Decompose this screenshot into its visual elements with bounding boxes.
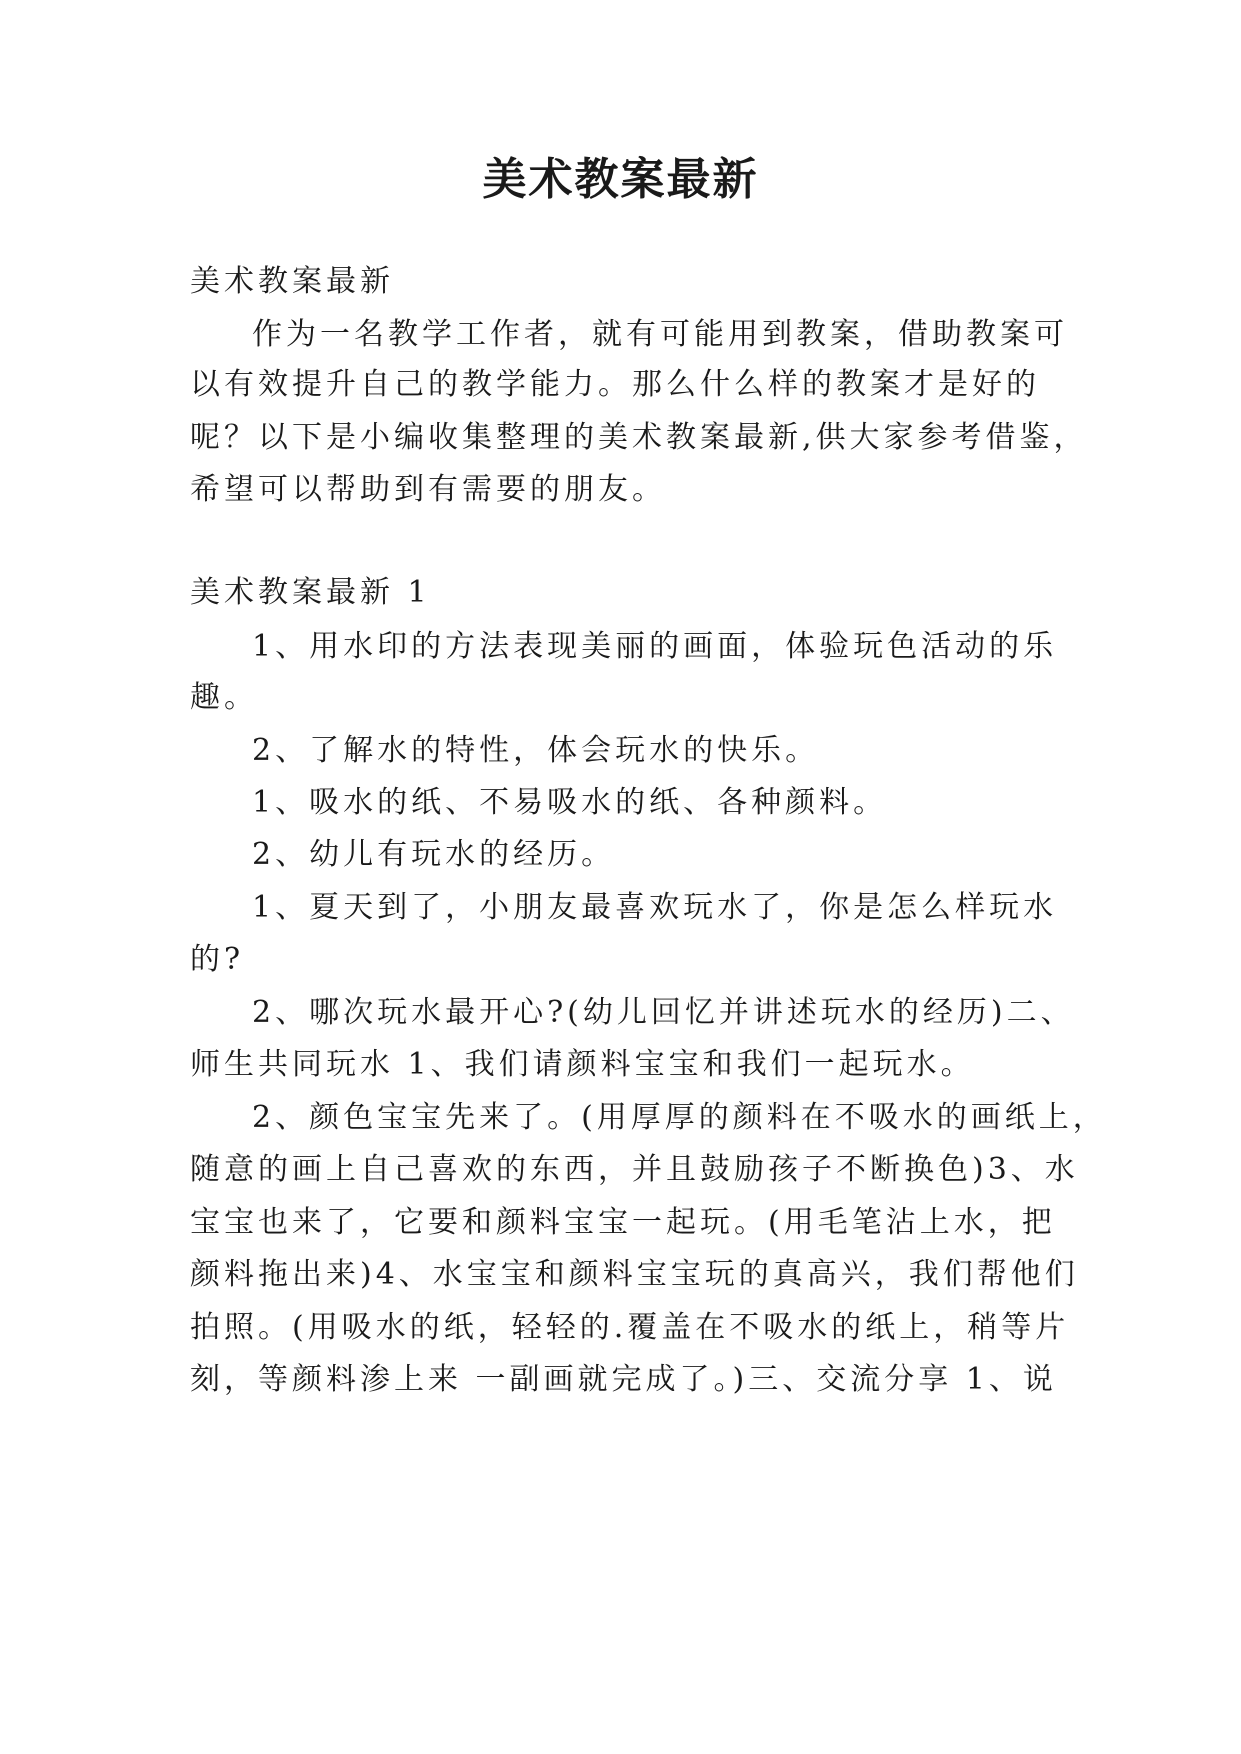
section-heading: 美术教案最新 1: [190, 575, 431, 610]
subtitle: 美术教案最新: [190, 264, 394, 299]
paragraph-line: 作为一名教学工作者，就有可能用到教案，借助教案可: [252, 317, 1068, 352]
paragraph-line: 呢？以下是小编收集整理的美术教案最新,供大家参考借鉴，: [190, 420, 1088, 455]
paragraph-line: 1、夏天到了，小朋友最喜欢玩水了，你是怎么样玩水: [252, 890, 1058, 925]
paragraph-line: 拍照。(用吸水的纸，轻轻的.覆盖在不吸水的纸上，稍等片: [190, 1310, 1070, 1345]
paragraph-line: 2、幼儿有玩水的经历。: [252, 837, 616, 872]
paragraph-line: 刻，等颜料渗上来 一副画就完成了。)三、交流分享 1、说: [190, 1362, 1057, 1397]
paragraph-line: 师生共同玩水 1、我们请颜料宝宝和我们一起玩水。: [190, 1047, 975, 1082]
paragraph-line: 希望可以帮助到有需要的朋友。: [190, 472, 666, 507]
paragraph-line: 2、颜色宝宝先来了。(用厚厚的颜料在不吸水的画纸上，: [252, 1100, 1107, 1135]
document-title: 美术教案最新: [482, 154, 759, 205]
paragraph-line: 2、了解水的特性，体会玩水的快乐。: [252, 733, 820, 768]
paragraph-line: 趣。: [190, 680, 258, 715]
paragraph-line: 1、用水印的方法表现美丽的画面，体验玩色活动的乐: [252, 629, 1058, 664]
paragraph-line: 2、哪次玩水最开心?(幼儿回忆并讲述玩水的经历)二、: [252, 995, 1075, 1030]
paragraph-line: 以有效提升自己的教学能力。那么什么样的教案才是好的: [190, 367, 1040, 402]
paragraph-line: 的?: [190, 942, 245, 977]
paragraph-line: 随意的画上自己喜欢的东西，并且鼓励孩子不断换色)3、水: [190, 1152, 1079, 1187]
paragraph-line: 宝宝也来了，它要和颜料宝宝一起玩。(用毛笔沾上水，把: [190, 1205, 1056, 1240]
paragraph-line: 颜料拖出来)4、水宝宝和颜料宝宝玩的真高兴，我们帮他们: [190, 1257, 1079, 1292]
paragraph-line: 1、吸水的纸、不易吸水的纸、各种颜料。: [252, 785, 888, 820]
